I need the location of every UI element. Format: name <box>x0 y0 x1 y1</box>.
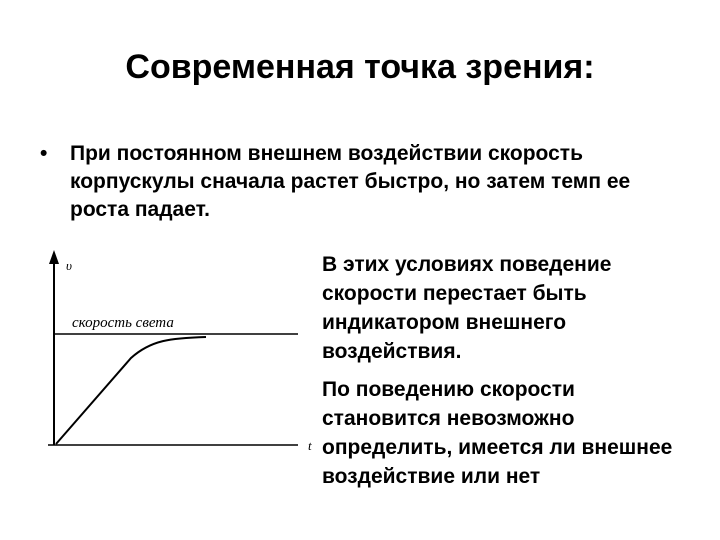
y-axis-arrow <box>49 250 59 264</box>
bullet-mark: • <box>40 142 48 165</box>
x-axis-label: t <box>308 438 312 453</box>
speed-of-light-label: скорость света <box>72 315 174 331</box>
explanation-paragraph-2: По поведению скорости становится невозможно определить, имеется ли внешнее воздействие или нет <box>322 378 673 488</box>
bullet-text: При постоянном внешнем воздействии скорость корпускулы сначала растет быстро, но затем темп ее роста падает. <box>70 142 631 221</box>
explanation-paragraph-1: В этих условиях поведение скорости перестает быть индикатором внешнего воздействия. <box>322 253 612 363</box>
slide-title: Современная точка зрения: <box>125 48 595 86</box>
velocity-curve <box>56 337 206 444</box>
velocity-graph <box>36 240 326 455</box>
bullet-item <box>40 140 690 224</box>
y-axis-label: υ <box>66 258 72 273</box>
